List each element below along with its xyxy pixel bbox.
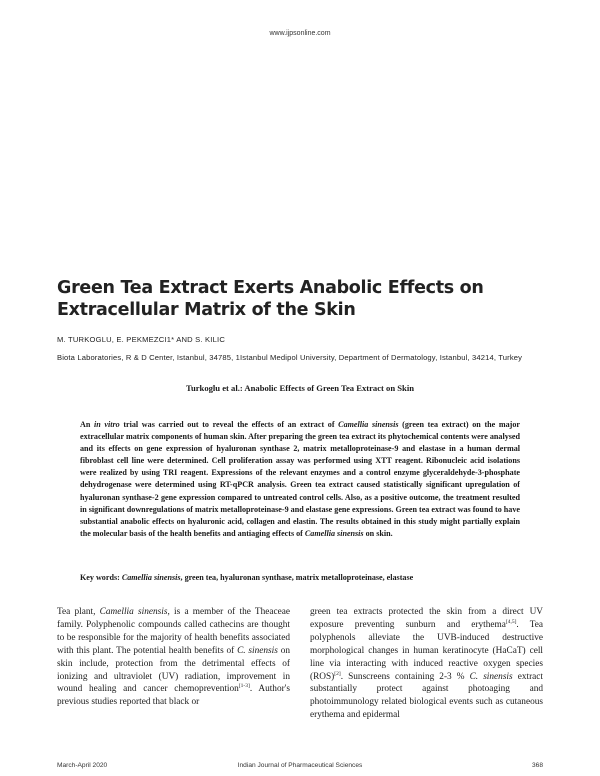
keyword-italic: Camellia sinensis xyxy=(121,573,181,582)
body-column-right xyxy=(310,606,543,722)
abstract-italic-1: in vitro xyxy=(94,420,120,429)
col1-italic-b: Camellia sinensis xyxy=(99,607,168,617)
abstract-italic-2: Camellia sinensis xyxy=(338,420,399,429)
footer-date: March-April 2020 xyxy=(57,762,108,769)
citation-ref: [4,5] xyxy=(505,618,517,625)
col2-italic-d: C. sinensis xyxy=(469,671,513,682)
keywords-list: , green tea, hyaluronan synthase, matrix metalloproteinase, elastase xyxy=(180,573,414,582)
col2-text-b: . Tea polyphenols alleviate the UVB-induced destructive morphological changes in human keratinocyte (HaCaT) cell line via interacting with induced reactive oxygen species (ROS) xyxy=(310,619,543,682)
citation-ref: [2] xyxy=(334,670,341,677)
citation-ref: [1-3] xyxy=(238,683,250,690)
keywords xyxy=(80,573,540,582)
running-title-text: : Anabolic Effects of Green Tea Extract on Skin xyxy=(239,383,414,393)
running-title-authors: Turkoglu et al. xyxy=(186,383,240,393)
col2-text-c: . Sunscreens containing 2-3 % xyxy=(340,671,470,682)
abstract xyxy=(80,419,520,540)
body-column-left xyxy=(57,606,290,709)
article-title: Green Tea Extract Exerts Anabolic Effects on Extracellular Matrix of the Skin xyxy=(57,278,484,320)
journal-website: www.ijpsonline.com xyxy=(269,30,331,37)
page-number: 368 xyxy=(531,762,543,769)
author-affiliations: Biota Laboratories, R & D Center, Istanbul, 34785, 1Istanbul Medipol University, Department of Dermatology, Istanbul, 34214, Turkey xyxy=(57,353,523,362)
col1-text-a: Tea plant, xyxy=(57,607,100,617)
abstract-italic-3: Camellia sinensis xyxy=(304,528,364,538)
col1-text-f: . Author's previous studies reported that black or xyxy=(57,684,290,708)
col1-text-c: , is a member of the Theaceae family. Polyphenolic compounds called cathecins are thought to be responsible for the majority of health benefits associated with this plant. The potential health benefits of xyxy=(57,607,290,656)
article-authors: M. TURKOGLU, E. PEKMEZCI1* AND S. KILIC xyxy=(57,335,226,344)
col1-text-e: on skin include, protection from the detrimental effects of ionizing and ultraviolet (UV) radiation, improvement in wound healing and cancer chemoprevention xyxy=(57,645,291,695)
keywords-label: Key words: xyxy=(80,573,122,582)
running-title xyxy=(0,383,600,393)
abstract-text-2: trial was carried out to reveal the effects of an extract of xyxy=(119,420,339,429)
abstract-text-4: on skin. xyxy=(363,528,393,538)
col1-italic-d: C. sinensis xyxy=(237,645,278,656)
col2-text-e: extract substantially protect against photoaging and photoimmunology related biological events such as cutaneous erythema and epidermal xyxy=(310,671,543,721)
col2-text-a: green tea extracts protected the skin from a direct UV exposure preventing sunburn and erythema xyxy=(310,607,543,630)
abstract-text-3: (green tea extract) on the major extracellular matrix components of human skin. After preparing the green tea extract its phytochemical contents were analysed and its effects on gene expression of hyaluronan synthase 2, matrix metalloproteinase-9 and elastase in a human dermal fibroblast cell line were determined. Cell proliferation assay was performed using XTT reagent. Ribonucleic acid isolations were realized by using TRI reagent. Expressions of the relevant enzymes and a control enzyme glyceraldehyde-3-phosphate dehydrogenase were determined using RT-qPCR analysis. Green tea extract caused statistically significant upregulation of hyaluronan synthase-2 gene expression compared to untreated control cells. Also, as a positive outcome, the treatment resulted in significant downregulations of matrix metalloproteinase-9 and elastase gene expressions. Green tea extract was found to have substantial anabolic effects on hyaluronic acid, collagen and elastin. The results obtained in this study might partially explain the molecular basis of the health benefits and antiaging effects of xyxy=(80,420,520,538)
footer-journal: Indian Journal of Pharmaceutical Sciences xyxy=(237,762,363,769)
abstract-text-1: An xyxy=(80,420,94,429)
